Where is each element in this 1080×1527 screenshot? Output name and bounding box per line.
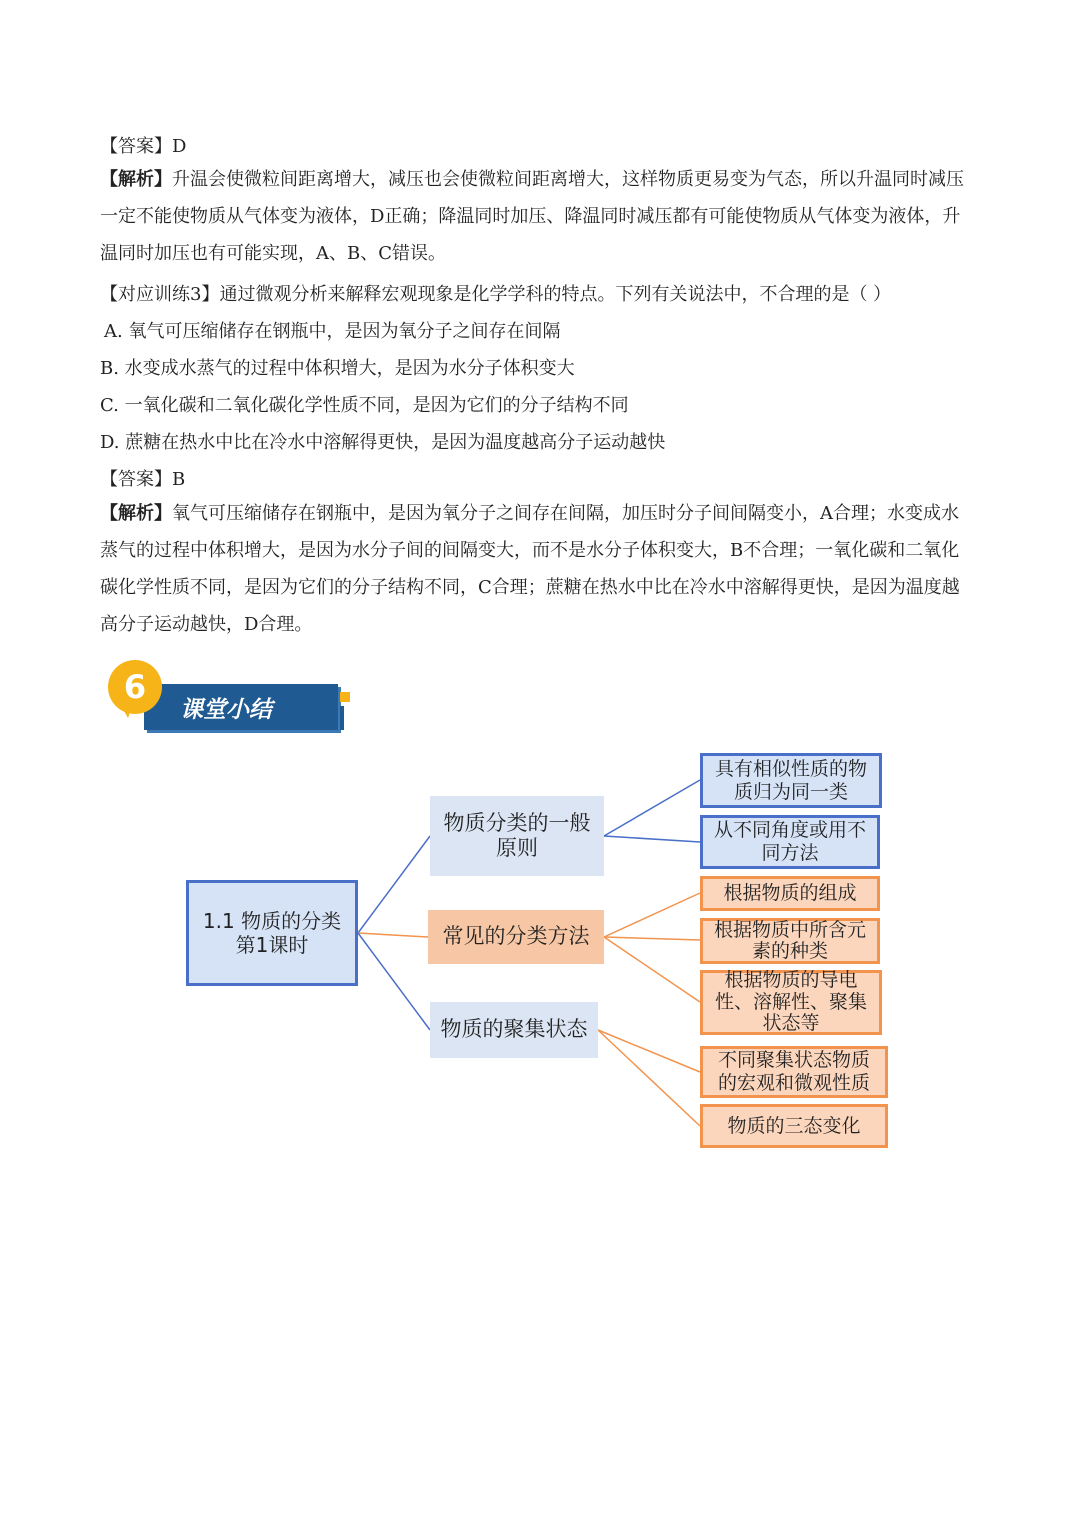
analysis-1-text: 升温会使微粒间距离增大，减压也会使微粒间距离增大，这样物质更易变为气态，所以升温同时减压一定不能使物质从气体变为液体，D正确；降温同时加压、降温同时减压都有可能使物质从气体变为液体，升温同时加压也有可能实现，A、B、C错误。 [100, 169, 964, 264]
connector-b3-leaf1 [598, 1030, 700, 1072]
analysis-2-label: 【解析】 [100, 503, 172, 524]
connector-b2-leaf1 [604, 893, 700, 937]
connector-root-branch1 [358, 836, 430, 933]
leaf-by-element-types: 根据物质中所含元素的种类 [700, 918, 880, 964]
connector-root-branch2 [358, 933, 428, 937]
leaf-three-state-changes: 物质的三态变化 [700, 1104, 888, 1148]
analysis-2-text: 氧气可压缩储存在钢瓶中，是因为氧分子之间存在间隔，加压时分子间间隔变小，A合理；水变成水蒸气的过程中体积增大，是因为水分子间的间隔变大，而不是水分子体积变大，B不合理；一氧化碳和二氧化碳化学性质不同，是因为它们的分子结构不同，C合理；蔗糖在热水中比在冷水中溶解得更快，是因为温度越高分子运动越快，D合理。 [100, 503, 960, 635]
connector-b3-leaf2 [598, 1030, 700, 1126]
leaf-different-angles: 从不同角度或用不同方法 [700, 815, 880, 869]
option-b: B. 水变成水蒸气的过程中体积增大，是因为水分子体积变大 [100, 358, 575, 379]
mindmap-root: 1.1 物质的分类 第1课时 [186, 880, 358, 986]
connector-b1-leaf1 [604, 780, 700, 836]
leaf-similar-properties: 具有相似性质的物质归为同一类 [700, 753, 882, 808]
connector-b1-leaf2 [604, 836, 700, 842]
answer-2: 【答案】B [100, 469, 186, 490]
leaf-by-composition: 根据物质的组成 [700, 876, 880, 911]
branch-general-principles: 物质分类的一般原则 [430, 796, 604, 876]
leaf-by-conductivity-solubility: 根据物质的导电性、溶解性、聚集状态等 [700, 970, 882, 1035]
connector-b2-leaf3 [604, 937, 700, 1002]
option-a: A. 氧气可压缩储存在钢瓶中，是因为氧分子之间存在间隔 [104, 321, 561, 342]
leaf-macro-micro-properties: 不同聚集状态物质的宏观和微观性质 [700, 1046, 888, 1098]
question-3-label: 【对应训练3】 [100, 284, 220, 305]
analysis-1-label: 【解析】 [100, 169, 172, 190]
option-d: D. 蔗糖在热水中比在冷水中溶解得更快，是因为温度越高分子运动越快 [100, 432, 666, 453]
section-title: 课堂小结 [144, 684, 338, 730]
section-number: 6 [108, 660, 162, 714]
branch-aggregation-states: 物质的聚集状态 [430, 1002, 598, 1058]
answer-1: 【答案】D [100, 136, 187, 157]
question-3-text: 通过微观分析来解释宏观现象是化学学科的特点。下列有关说法中，不合理的是（ ） [219, 284, 892, 305]
connector-b2-leaf2 [604, 937, 700, 940]
connector-root-branch3 [358, 933, 430, 1030]
option-c: C. 一氧化碳和二氧化碳化学性质不同，是因为它们的分子结构不同 [100, 395, 629, 416]
branch-classification-methods: 常见的分类方法 [428, 910, 604, 964]
